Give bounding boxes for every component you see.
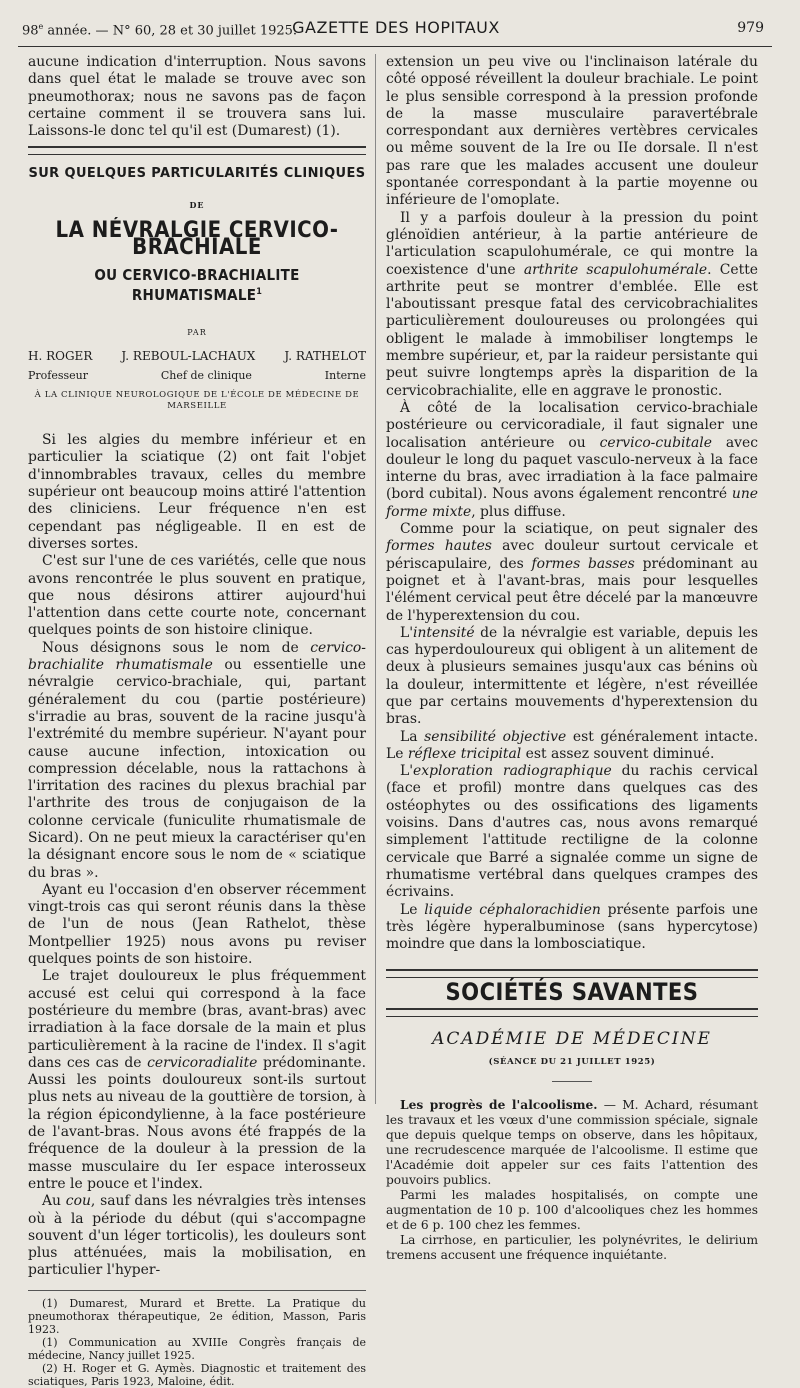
- paragraph: Il y a parfois douleur à la pression du point glénoïdien antérieur, à la partie antérieure de l'articulation scapulohumérale, ce qui montre la coexistence d'une arthrite scapulohumérale. Cette arthrite peut se montrer d'emblée. Elle est l'aboutissant presque fatal des cervicobrachialites particulièrement douloureuses ou prolongées qui obligent le malade à immobiliser longtemps le membre supérieur, et, par la raideur persistante qui peut suivre longtemps après la disparition de la cervicobrachialite, elle en aggrave le pronostic.: [386, 209, 758, 399]
- note-paragraph: Parmi les malades hospitalisés, on compte une augmentation de 10 p. 100 d'alcooliques chez les hommes et de 6 p. 100 chez les femmes.: [386, 1188, 758, 1233]
- academy-title: ACADÉMIE DE MÉDECINE: [432, 1028, 712, 1049]
- section-rule: [386, 969, 758, 978]
- section-title: SOCIÉTÉS SAVANTES: [445, 978, 699, 1007]
- article-kicker: SUR QUELQUES PARTICULARITÉS CLINIQUES: [28, 166, 366, 182]
- author-roles: [28, 367, 366, 384]
- author-3: J. RATHELOT: [284, 348, 366, 363]
- journal-title: GAZETTE DES HOPITAUX: [292, 18, 500, 37]
- column-separator: [375, 54, 376, 1104]
- footnote: (2) H. Roger et G. Aymès. Diagnostic et traitement des sciatiques, Paris 1923, Maloine, édit.: [28, 1361, 366, 1388]
- academy-notes: [386, 1098, 758, 1263]
- paragraph: Si les algies du membre inférieur et en particulier la sciatique (2) ont fait l'objet d'innombrables travaux, celles du membre supérieur ont beaucoup moins attiré l'attention des cliniciens. Leur fréquence n'en est cependant pas négligeable. Il en est de diverses sortes.: [28, 432, 366, 552]
- paragraph: La sensibilité objective est généralement intacte. Le réflexe tricipital est assez souvent diminué.: [386, 728, 758, 762]
- article-title: LA NÉVRALGIE CERVICO-BRACHIALE: [55, 218, 339, 261]
- session-date: (SÉANCE DU 21 JUILLET 1925): [488, 1057, 656, 1068]
- author-names: [28, 348, 366, 365]
- role-3: Interne: [324, 368, 366, 382]
- author-2: J. REBOUL-LACHAUX: [121, 348, 256, 363]
- paragraph: C'est sur l'une de ces variétés, celle que nous avons rencontrée le plus souvent en pratique, que nous désirons attirer aujourd'hui l'attention dans cette courte note, concernant quelques points de son histoire clinique.: [28, 553, 366, 639]
- section-rule: [386, 1008, 758, 1017]
- paragraph: Au cou, sauf dans les névralgies très intenses où à la période du début (qui s'accompagne souvent d'un léger torticolis), les douleurs sont plus atténuées, mais la mobilisation, en particulier l'hyper-: [28, 1193, 366, 1279]
- short-rule: [552, 1081, 592, 1082]
- paragraph: Comme pour la sciatique, on peut signaler des formes hautes avec douleur surtout cervicale et périscapulaire, des formes basses prédominant au poignet et à l'avant-bras, mais pour lesquelles l'élément cervical peut être décelé par la manœuvre de l'hyperextension du cou.: [386, 521, 758, 624]
- note-paragraph: Les progrès de l'alcoolisme. — M. Achard, résumant les travaux et les vœux d'une commission spéciale, signale que depuis quelque temps on observe, dans les hôpitaux, une recrudescence marquée de l'alcoolisme. Il estime que l'Académie doit appeler sur ces faits l'attention des pouvoirs publics.: [386, 1098, 758, 1188]
- article-de: DE: [189, 199, 205, 210]
- intro-paragraph: aucune indication d'interruption. Nous savons dans quel état le malade se trouve avec son pneumothorax; nous ne savons pas de façon certaine comment il se trouvera sans lui. Laissons-le donc tel qu'il est (Dumarest) (1).: [28, 54, 366, 140]
- paragraph: À côté de la localisation cervico-brachiale postérieure ou cervicoradiale, il faut signaler une localisation antérieure ou cervico-cubitale avec douleur le long du paquet vasculo-nerveux à la face interne du bras, avec irradiation à la face palmaire (bord cubital). Nous avons également rencontré une forme mixte, plus diffuse.: [386, 399, 758, 520]
- article-par: PAR: [187, 328, 207, 338]
- affiliation: À LA CLINIQUE NEUROLOGIQUE DE L'ÉCOLE DE MÉDECINE DE MARSEILLE: [34, 390, 360, 412]
- paragraph: extension un peu vive ou l'inclinaison latérale du côté opposé réveillent la douleur brachiale. Le point le plus sensible correspond à la pression profonde de la masse musculaire paravertébrale correspondant aux dernières vertèbres cervicales ou même souvent de la Ire ou IIe dorsale. Il n'est pas rare que les malades accusent une douleur spontanée correspondant à la partie moyenne ou inférieure de l'omoplate.: [386, 54, 758, 209]
- header-rule: [18, 46, 772, 47]
- footnote: (1) Communication au XVIIIe Congrès français de médecine, Nancy juillet 1925.: [28, 1335, 366, 1362]
- article-subtitle: OU CERVICO-BRACHIALITE RHUMATISMALE$^1$: [94, 265, 300, 304]
- left-column: [28, 54, 367, 1388]
- note-heading: Les progrès de l'alcoolisme.: [400, 1098, 598, 1113]
- paragraph: Le liquide céphalorachidien présente parfois une très légère hyperalbuminose (sans hypercytose) moindre que dans la lombosciatique.: [386, 901, 758, 953]
- footnote: (1) Dumarest, Murard et Brette. La Pratique du pneumothorax thérapeutique, 2e édition, Masson, Paris 1923.: [28, 1296, 366, 1336]
- role-2: Chef de clinique: [160, 368, 252, 382]
- right-column: [386, 54, 758, 1263]
- author-1: H. ROGER: [28, 348, 93, 363]
- double-rule: [28, 146, 366, 155]
- paragraph: Ayant eu l'occasion d'en observer récemment vingt-trois cas qui seront réunis dans la thèse de l'un de nous (Jean Rathelot, thèse Montpellier 1925) nous avons pu reviser quelques points de son histoire.: [28, 881, 366, 968]
- note-paragraph: La cirrhose, en particulier, les polynévrites, le delirium tremens accusent une fréquence inquiétante.: [386, 1233, 758, 1263]
- footnote-rule: [28, 1290, 366, 1291]
- page-number: 979: [737, 20, 764, 36]
- paragraph: L'intensité de la névralgie est variable, depuis les cas hyperdouloureux qui obligent à un alitement de deux à plusieurs semaines jusqu'aux cas bénins où la douleur, intermittente et légère, n'est réveillée que par certains mouvements d'hyperextension du bras.: [386, 624, 758, 728]
- footnotes: [28, 1297, 366, 1388]
- paragraph: Le trajet douloureux le plus fréquemment accusé est celui qui correspond à la face postérieure du membre (bras, avant-bras) avec irradiation à la face dorsale de la main et plus particulièrement à la racine de l'index. Il s'agit dans ces cas de cervicoradialite prédominante. Aussi les points douloureux sont-ils surtout plus nets au niveau de la gouttière de torsion, à la région épicondylienne, à la face postérieure de l'avant-bras. Nous avons été frappés de la fréquence de la douleur à la pression de la masse musculaire du Ier espace interosseux entre le pouce et l'index.: [28, 968, 367, 1192]
- page-header: [22, 14, 770, 44]
- role-1: Professeur: [28, 368, 89, 382]
- paragraph: Nous désignons sous le nom de cervico-brachialite rhumatismale ou essentielle une névralgie cervico-brachiale, qui, partant généralement du cou (partie postérieure) s'irradie au bras, souvent de la racine jusqu'à l'extrémité du membre supérieur. N'ayant pour cause aucune infection, intoxication ou compression décelable, nous la rattachons à l'irritation des racines du plexus brachial par l'arthrite des trous de conjugaison de la colonne cervicale (funiculite rhumatismale de Sicard). On ne peut mieux la caractériser qu'en la désignant encore sous le nom de « sciatique du bras ».: [28, 639, 366, 881]
- paragraph: L'exploration radiographique du rachis cervical (face et profil) montre dans quelques cas des ostéophytes ou des ossifications des ligaments voisins. Dans d'autres cas, nous avons remarqué simplement l'attitude rectiligne de la colonne cervicale que Barré a signalée comme un signe de rhumatisme vertébral dans quelques crampes des écrivains.: [386, 763, 758, 901]
- issue-info: 98e année. — N° 60, 28 et 30 juillet 1925.: [22, 22, 298, 39]
